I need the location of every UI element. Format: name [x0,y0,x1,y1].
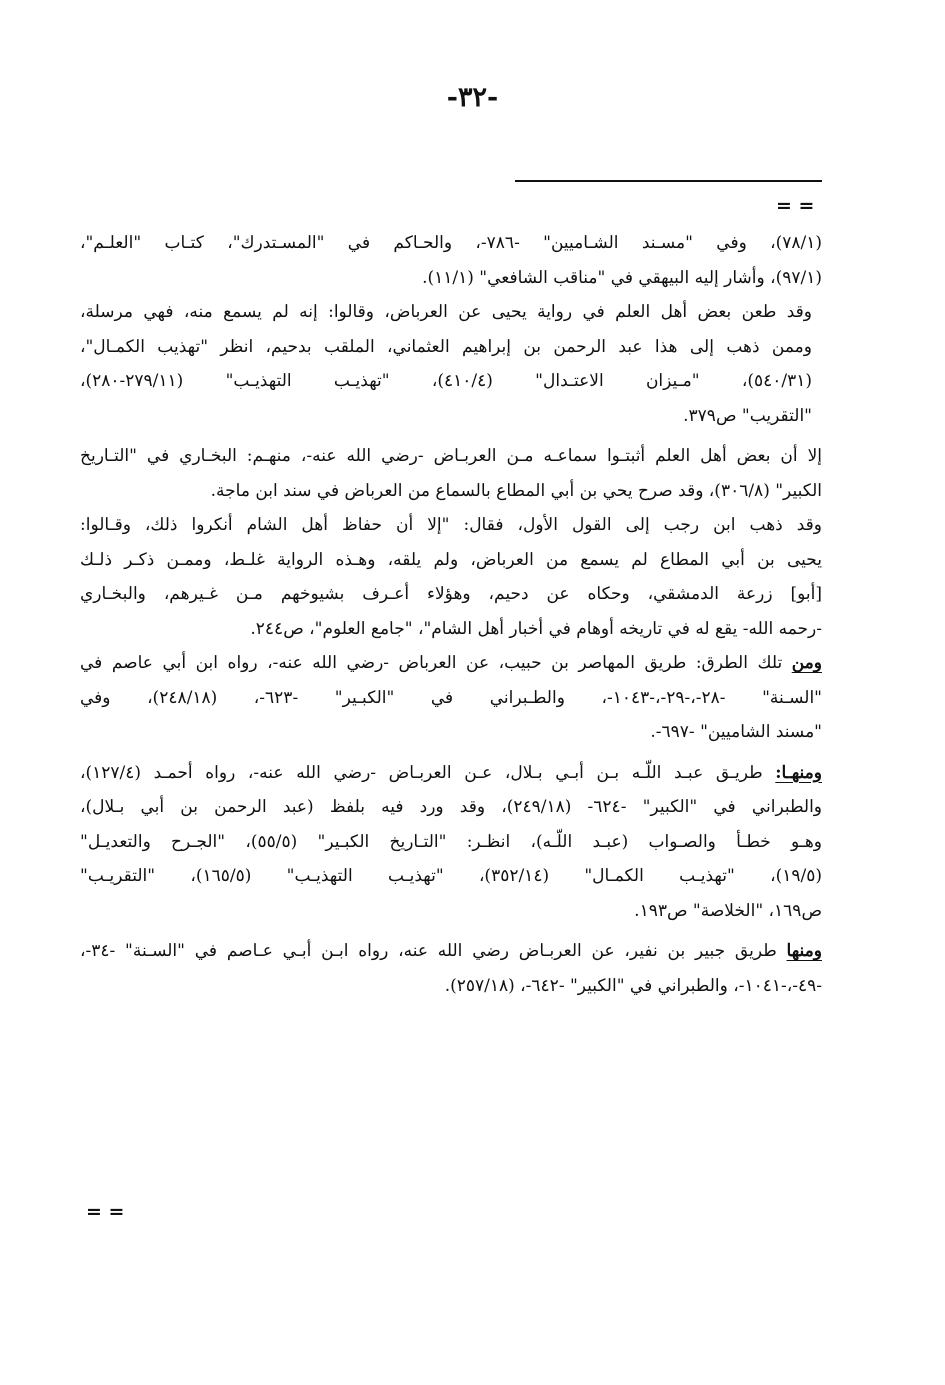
text-line: (٧٨/١)، وفي "مسـند الشـاميين" -٧٨٦-، والحـاكم في "المسـتدرك"، كتـاب "العلـم"، [80,233,822,253]
text-line: "مسند الشاميين" -٦٩٧-. [650,722,822,742]
continuation-marker-bottom: = = [86,1201,125,1223]
text-line: ص١٦٩، "الخلاصة" ص١٩٣. [634,900,822,921]
text-line: إلا أن بعض أهل العلم أثبتـوا سماعـه مـن العربـاض -رضي الله عنه-، منهـم: البخـاري في "التـاريخ [80,446,822,466]
text-line: -٤٩-،-١٠٤١-، والطبراني في "الكبير" -٦٤٢-، (٢٥٧/١٨). [444,975,822,996]
text-line: وقد ذهب ابن رجب إلى القول الأول، فقال: "إلا أن حفاظ أهل الشام أنكروا ذلك، وقـالوا: [80,515,822,535]
text-line: (٥٤٠/٣١)، "مـيزان الاعتـدال" (٤١٠/٤)، "تهذيـب التهذيـب" (٢٧٩/١١-٢٨٠)، [80,371,812,391]
paragraph-affirmation [80,439,822,646]
footnote-text-body [80,226,822,1003]
text-line: (٩٧/١)، وأشار إليه البيهقي في "مناقب الشافعي" (١١/١). [422,267,822,288]
text-line [80,646,822,681]
text-line-rest: طريـق عبـد اللّـه بـن أبـي بـلال، عـن العربـاض -رضي الله عنه-، رواه أحمـد (١٢٧/٤)، [80,762,776,783]
text-line [80,934,822,969]
text-line: الكبير" (٣٠٦/٨)، وقد صرح يحي بن أبي المطاع بالسماع من العرباض في سند ابن ماجة. [210,480,822,501]
paragraph-lead-word: ومنها [786,941,822,961]
paragraph-route-jubayr [80,934,822,1003]
paragraph-lead-word: ومنهـا: [775,762,822,783]
text-line: وممن ذهب إلى هذا عبد الرحمن بن إبراهيم العثماني، الملقب بدحيم، انظر "تهذيب الكمـال"، [80,336,812,357]
paragraph-lead-word: ومن [791,653,822,673]
text-line: يحيى بن أبي المطاع لم يسمع من العرباض، ولم يلقه، وهـذه الرواية غلـط، وممـن ذكـر ذلـك [80,549,822,570]
text-line-rest: طريق جبير بن نفير، عن العربـاض رضي الله عنه، رواه ابـن أبـي عـاصم في "السـنة" -٣٤-، [80,941,787,961]
text-line: والطبراني في "الكبير" -٦٢٤- (٢٤٩/١٨)، وقد ورد فيه بلفظ (عبد الرحمن بن أبي بـلال)، [80,797,823,817]
text-line: وهـو خطـأ والصـواب (عبـد اللّـه)، انظـر: "التـاريخ الكبـير" (٥٥/٥)، "الجـرح والتعديـل" [80,831,822,852]
text-line-rest: تلك الطرق: طريق المهاصر بن حبيب، عن العرباض -رضي الله عنه-، رواه ابن أبي عاصم في [80,653,792,673]
paragraph-criticism [80,295,822,433]
text-line: "السـنة" -٢٨-،-٢٩-،-١٠٤٣-، والطـبراني في "الكبـير" -٦٢٣-، (٢٤٨/١٨)، وفي [80,687,822,708]
paragraph-route-muhajir [80,646,822,750]
text-line: [أبو] زرعة الدمشقي، وحكاه عن دحيم، وهؤلاء أعـرف بشيوخهم مـن غـيرهم، والبخـاري [80,584,822,604]
text-line: "التقريب" ص٣٧٩. [683,405,812,426]
text-line [80,756,822,791]
text-line: -رحمه الله- يقع له في تاريخه أوهام في أخبار أهل الشام"، "جامع العلوم"، ص٢٤٤. [250,618,822,639]
text-line: (١٩/٥)، "تهذيـب الكمـال" (٣٥٢/١٤)، "تهذيـب التهذيـب" (١٦٥/٥)، "التقريـب" [80,866,822,886]
page-number: -٣٢- [446,82,499,113]
footnote-separator-line [515,180,822,182]
text-line: وقد طعن بعض أهل العلم في رواية يحيى عن العرباض، وقالوا: إنه لم يسمع منه، فهي مرسلة، [80,302,812,322]
paragraph-route-abdullah [80,756,822,929]
paragraph-sources-continued [80,226,822,295]
continuation-marker-top: = = [776,195,815,217]
